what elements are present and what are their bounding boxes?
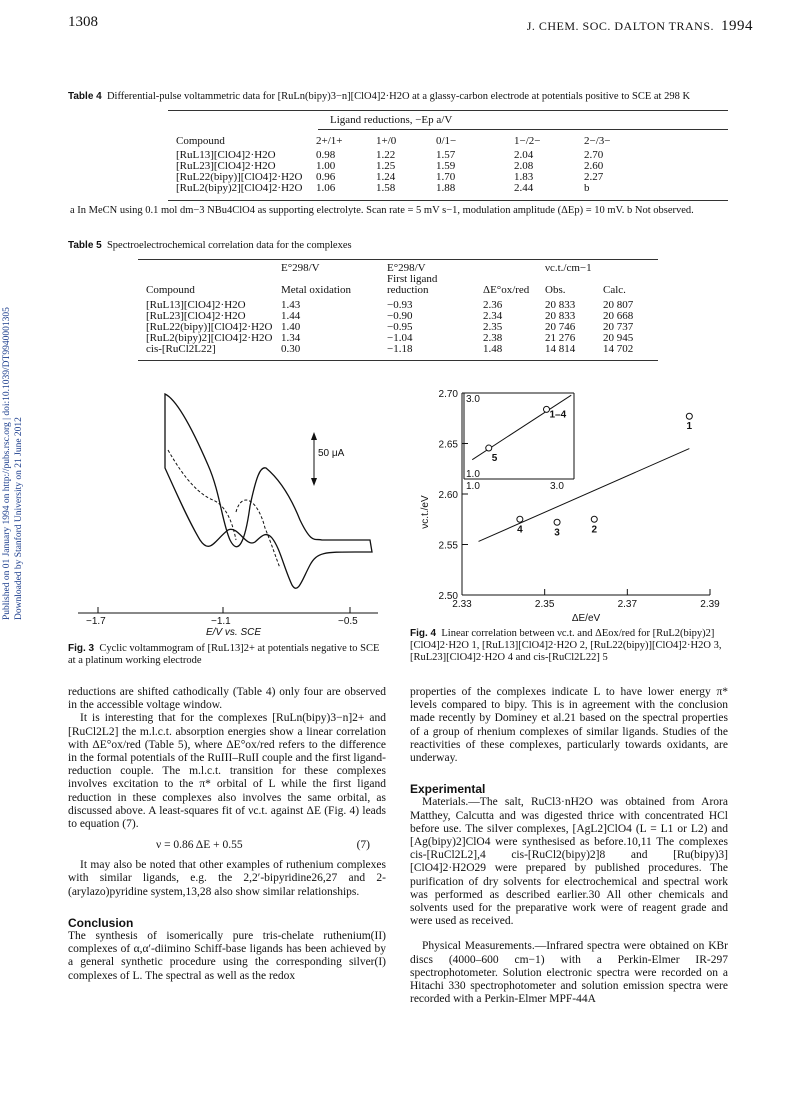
- data-point: [517, 516, 523, 522]
- column-header: 1−/2−: [514, 135, 541, 147]
- table4-label: Table 4: [68, 91, 102, 102]
- table-cell: 1.44: [281, 310, 301, 322]
- equation-number: (7): [356, 839, 370, 852]
- table4-caption: [68, 91, 768, 103]
- data-point: [591, 516, 597, 522]
- column-header: E°298/V: [387, 262, 426, 274]
- point-label: 4: [517, 524, 523, 536]
- table-cell: 14 814: [545, 343, 576, 355]
- paragraph: properties of the complexes indicate L to have lower energy π* levels compared to bipy. This is in agreement with the conclusion made recently by Dominey et al.21 based on the spectral properties of a group of rhenium complexes of similar ligands. Studies of the reactivities of these complexes, particularly towards oxidants, are underway.: [410, 686, 728, 765]
- paragraph: reductions are shifted cathodically (Table 4) only four are observed in the accessible voltage window.: [68, 686, 386, 712]
- table-cell: 2.70: [584, 149, 604, 161]
- column-header: Obs.: [545, 284, 566, 296]
- inset-y-tick-label: 3.0: [466, 394, 480, 405]
- column-header: [483, 263, 545, 274]
- x-axis-label: ΔE/eV: [571, 613, 601, 623]
- inset-y-tick-label: 1.0: [466, 469, 480, 480]
- y-tick-label: 2.65: [438, 439, 458, 451]
- table4-bottom-rule: [168, 200, 728, 201]
- table5-label: Table 5: [68, 240, 102, 251]
- download-watermark: [2, 280, 24, 620]
- table-cell: 20 668: [603, 310, 634, 322]
- x-tick-label: 2.37: [617, 599, 638, 610]
- watermark-line-downloaded: Downloaded by Stanford University on 21 June 2012: [14, 417, 24, 620]
- column-header: reduction: [387, 284, 429, 296]
- inset-x-tick-label: 1.0: [466, 481, 480, 492]
- table-cell: 20 833: [545, 299, 576, 311]
- fig3-tick-label: −0.5: [338, 616, 358, 627]
- table-cell: 2.44: [514, 182, 534, 194]
- fig4-caption: [410, 628, 740, 664]
- table-cell: 1.57: [436, 149, 456, 161]
- table-cell: −0.93: [387, 299, 413, 311]
- table-cell: [RuL13][ClO4]2·H2O: [176, 149, 276, 161]
- equation-text: ν = 0.86 ΔE + 0.55: [156, 839, 243, 852]
- table-cell: 1.40: [281, 321, 301, 333]
- table4-span-rule: [318, 129, 728, 130]
- experimental-heading: Experimental: [410, 782, 486, 797]
- table-cell: [RuL13][ClO4]2·H2O: [146, 299, 246, 311]
- table-cell: [RuL23][ClO4]2·H2O: [176, 160, 276, 172]
- paragraph: Materials.—The salt, RuCl3·nH2O was obtained from Arora Matthey, Calcutta and was digested thrice with concentrated HCl before use. The silver complexes, [AgL2]ClO4 (L = L1 or L2) and [Ag(bipy)2]ClO4 were synthesised as before.10,11 The complexes cis-[RuCl2L2],4 cis-[RuCl2(bipy)2]8 and [Ru(bipy)3][ClO4]2·H2O29 were prepared by published procedures. The purification of dry solvents for electrochemical and spectral work was performed as described earlier.30 All other chemicals and solvents used for the preparative work were of reagent grade and were used as received.: [410, 796, 728, 928]
- scale-arrow-up: [311, 432, 317, 440]
- table-cell: 1.06: [316, 182, 336, 194]
- fig3-xlabel: E/V vs. SCE: [206, 627, 262, 635]
- table-cell: 2.38: [483, 332, 503, 344]
- table-cell: 20 807: [603, 299, 634, 311]
- table5: [146, 263, 653, 355]
- table-cell: −1.04: [387, 332, 413, 344]
- column-header: 0/1−: [436, 135, 457, 147]
- journal-name: J. CHEM. SOC. DALTON TRANS.: [526, 19, 714, 33]
- fig3-caption-text: Cyclic voltammogram of [RuL13]2+ at potentials negative to SCE at a platinum working electrode: [68, 643, 380, 666]
- table-cell: cis-[RuCl2L22]: [146, 343, 216, 355]
- table-cell: [RuL22(bipy)][ClO4]2·H2O: [176, 171, 303, 183]
- point-label: 2: [591, 524, 598, 536]
- data-point: [686, 413, 692, 419]
- table-cell: 20 746: [545, 321, 576, 333]
- table-header-row: [146, 285, 653, 296]
- x-tick-label: 2.33: [452, 599, 472, 610]
- table-cell: [RuL2(bipy)2][ClO4]2·H2O: [176, 182, 303, 194]
- table-cell: 1.48: [483, 343, 503, 355]
- x-tick-label: 2.35: [534, 599, 555, 610]
- table4: [176, 136, 634, 194]
- table-cell: [RuL22(bipy)][ClO4]2·H2O: [146, 321, 273, 333]
- equation-7: [68, 831, 386, 859]
- x-tick-label: 2.39: [700, 599, 720, 610]
- table-cell: −1.18: [387, 343, 413, 355]
- inset-data-point: [486, 445, 492, 451]
- fig3-tick-label: −1.7: [86, 616, 106, 627]
- paragraph: Physical Measurements.—Infrared spectra were obtained on KBr discs (4000–600 cm−1) with a Perkin-Elmer IR-297 spectrophotometer. Solution electronic spectra were recorded on a Hitachi 330 spectrophotometer and solution emission spectra were recorded with a Perkin-Elmer MPF-44A: [410, 940, 728, 1006]
- table-cell: 1.00: [316, 160, 336, 172]
- table-cell: [RuL23][ClO4]2·H2O: [146, 310, 246, 322]
- column-header: E°298/V: [281, 262, 320, 274]
- table-cell: b: [584, 182, 590, 194]
- table4-footnote: a In MeCN using 0.1 mol dm−3 NBu4ClO4 as supporting electrolyte. Scan rate = 5 mV s−1, modulation amplitude (ΔEp) = 10 mV. b Not observed.: [70, 205, 694, 216]
- table-cell: 1.34: [281, 332, 301, 344]
- table-cell: 1.25: [376, 160, 396, 172]
- column-header: Metal oxidation: [281, 284, 351, 296]
- table-cell: 14 702: [603, 343, 634, 355]
- table-cell: 0.30: [281, 343, 301, 355]
- table-cell: 2.60: [584, 160, 604, 172]
- column-header: 1+/0: [376, 135, 397, 147]
- page-number: 1308: [68, 14, 98, 30]
- inset-point-label: 5: [491, 453, 498, 465]
- table-cell: 20 945: [603, 332, 634, 344]
- point-label: 3: [554, 527, 560, 539]
- data-point: [554, 519, 560, 525]
- table-cell: 1.59: [436, 160, 456, 172]
- fig4-label: Fig. 4: [410, 628, 437, 639]
- column-header: [603, 263, 653, 274]
- fig3-voltammogram: [60, 380, 390, 635]
- table-cell: 1.83: [514, 171, 534, 183]
- fig3-caption: [68, 643, 388, 667]
- table-cell: 2.27: [584, 171, 604, 183]
- fig3-label: Fig. 3: [68, 643, 95, 654]
- table-cell: [RuL2(bipy)2][ClO4]2·H2O: [146, 332, 273, 344]
- table-cell: 2.34: [483, 310, 503, 322]
- table-cell: 20 833: [545, 310, 576, 322]
- fig3-tick-label: −1.1: [211, 616, 231, 627]
- table-cell: 0.96: [316, 171, 336, 183]
- table5-top-rule: [138, 259, 658, 260]
- fit-line: [479, 449, 690, 542]
- column-header: First ligand: [387, 273, 438, 285]
- column-header: [146, 263, 281, 274]
- y-tick-label: 2.60: [438, 490, 458, 501]
- table5-bottom-rule: [138, 360, 658, 361]
- column-header: Calc.: [603, 284, 626, 296]
- table4-span-header: Ligand reductions, −Ep a/V: [330, 114, 453, 126]
- journal-year: 1994: [721, 18, 753, 34]
- point-label: 1: [686, 421, 693, 433]
- journal-header: [527, 18, 753, 35]
- table-cell: −0.95: [387, 321, 413, 333]
- y-tick-label: 2.70: [438, 389, 458, 400]
- table-row: [176, 183, 634, 194]
- table-cell: 2.08: [514, 160, 534, 172]
- table-cell: 2.36: [483, 299, 503, 311]
- table-cell: 1.70: [436, 171, 456, 183]
- scale-arrow-down: [311, 478, 317, 486]
- table-cell: 2.04: [514, 149, 534, 161]
- y-tick-label: 2.50: [438, 591, 458, 602]
- table4-top-rule: [168, 110, 728, 111]
- table-cell: 0.98: [316, 149, 336, 161]
- y-tick-label: 2.55: [438, 540, 458, 552]
- column-header: Compound: [146, 284, 195, 296]
- table-header-row: [176, 136, 634, 150]
- cv-trace-solid: [165, 394, 372, 588]
- table-cell: 20 737: [603, 321, 634, 333]
- table-cell: 2.35: [483, 321, 503, 333]
- inset-x-tick-label: 3.0: [550, 481, 564, 492]
- paragraph: It is interesting that for the complexes [RuLn(bipy)3−n]2+ and [RuCl2L2] the m.l.c.t. absorption energies show a linear correlation with ΔE°ox/red (Table 5), where ΔE°ox/red refers to the difference in the formal potentials of the RuIII–RuII couple and the first ligand-reduction couple. The m.l.c.t. transition for these complexes involves excitation to the π* orbital of L while the first ligand reduction in these complexes also involves the same orbital, as discussed above. A least-squares fit of νc.t. against ΔE (Fig. 4) leads to equation (7).: [68, 712, 386, 831]
- table5-caption-text: Spectroelectrochemical correlation data for the complexes: [106, 240, 352, 251]
- table-row: [146, 344, 653, 355]
- table-cell: 1.22: [376, 149, 396, 161]
- column-header: 2+/1+: [316, 135, 343, 147]
- table-cell: −0.90: [387, 310, 413, 322]
- table-cell: 21 276: [545, 332, 576, 344]
- conclusion-heading: Conclusion: [68, 915, 134, 930]
- right-column: [410, 686, 728, 1006]
- inset-point-label: 1–4: [549, 409, 567, 421]
- table-cell: 1.24: [376, 171, 396, 183]
- y-axis-label: νc.t./eV: [420, 495, 431, 529]
- column-header: 2−/3−: [584, 135, 611, 147]
- paragraph: The synthesis of isomerically pure tris-chelate ruthenium(II) complexes of α,α′-diimino Schiff-base ligands has been achieved by a general synthetic procedure using the corresponding silver(I) complexes of L. The spectral as well as the redox: [68, 930, 386, 982]
- fig4-caption-text: Linear correlation between νc.t. and ΔEox/red for [RuL2(bipy)2][ClO4]2·H2O 1, [RuL13][ClO4]2·H2O 2, [RuL22(bipy)][ClO4]2·H2O 3, [RuL23][ClO4]2·H2O 4 and cis-[RuCl2L22] 5: [410, 628, 722, 663]
- table-cell: 1.43: [281, 299, 301, 311]
- left-column: [68, 686, 386, 983]
- table-cell: 1.58: [376, 182, 396, 194]
- paragraph: It may also be noted that other examples of ruthenium complexes with similar ligands, e.g. the 2,2′-bipyridine26,27 and 2-(arylazo)pyridine system,13,28 also show similar relationships.: [68, 859, 386, 898]
- table4-caption-text: Differential-pulse voltammetric data for [RuLn(bipy)3−n][ClO4]2·H2O at a glassy-carbon electrode at potentials positive to SCE at 298 K: [106, 91, 691, 102]
- fig4-correlation-chart: [410, 383, 730, 623]
- column-header: Compound: [176, 135, 225, 147]
- column-header: ΔE°ox/red: [483, 284, 530, 296]
- table-cell: 1.88: [436, 182, 456, 194]
- column-header: νc.t./cm−1: [545, 262, 592, 274]
- table5-caption: [68, 240, 352, 252]
- scale-label: 50 μA: [318, 448, 345, 459]
- watermark-line-published[interactable]: Published on 01 January 1994 on http://pubs.rsc.org | doi:10.1039/DT9940001305: [2, 307, 12, 620]
